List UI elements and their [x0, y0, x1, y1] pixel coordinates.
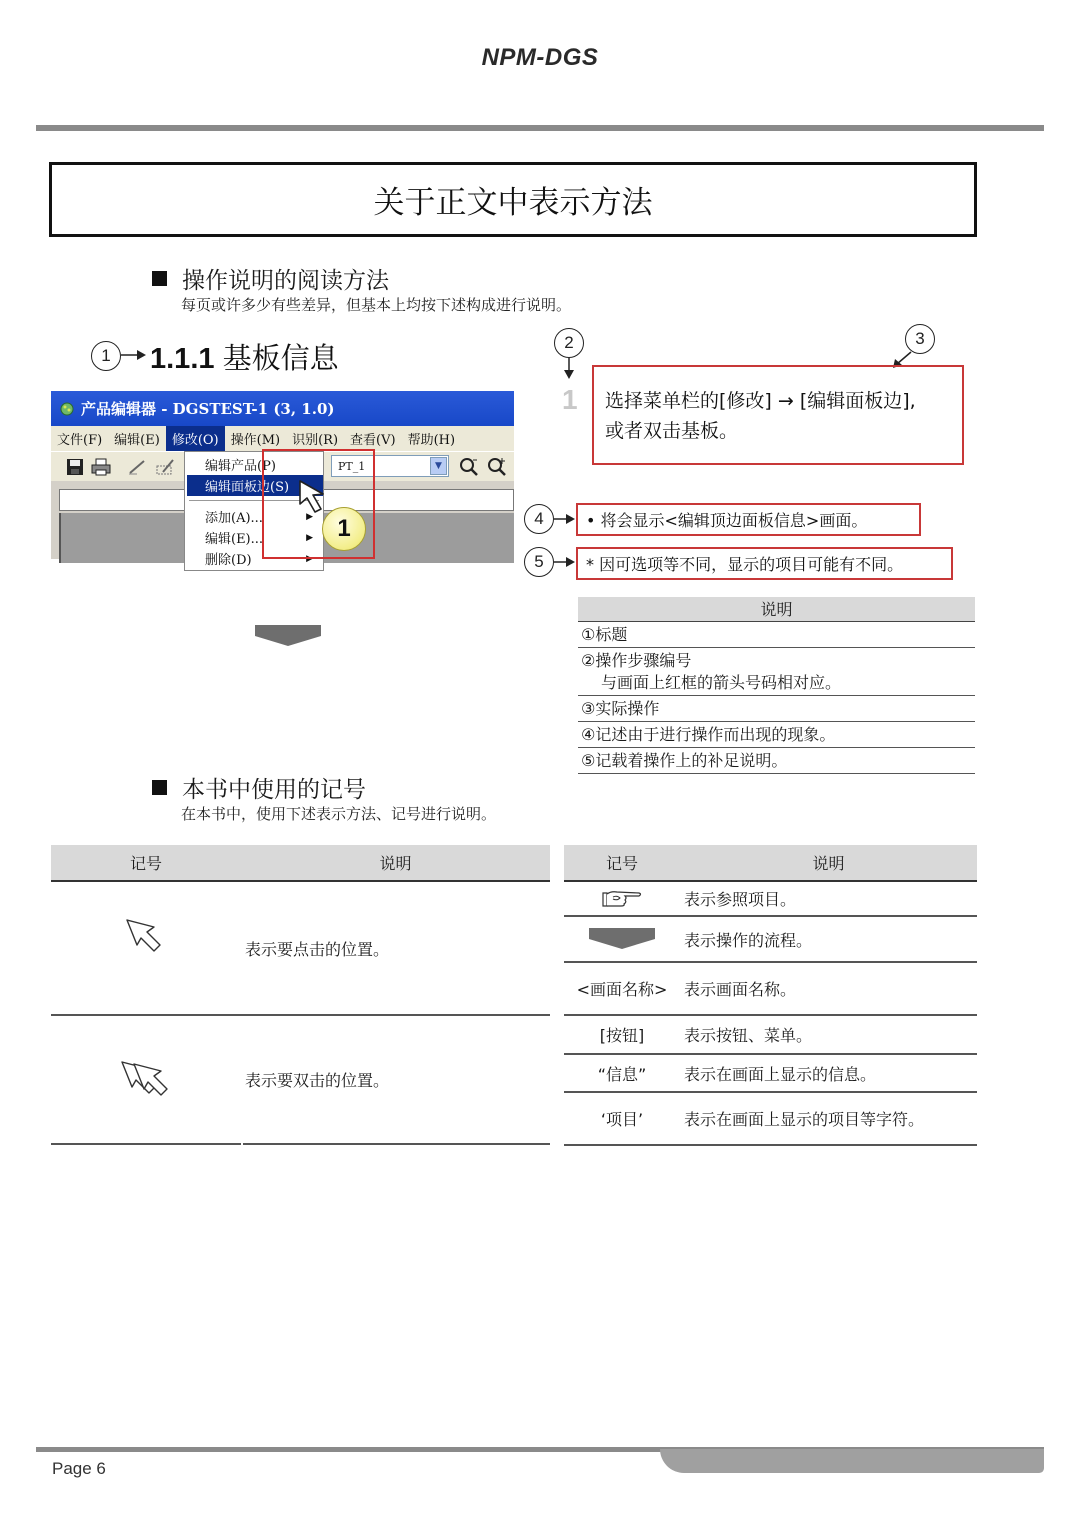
menu-file[interactable]: 文件(F): [57, 433, 103, 448]
arrow-down-icon: [563, 358, 575, 380]
symbol-button: [按钮]: [599, 1026, 645, 1045]
flow-arrow-icon: [564, 917, 680, 961]
example-heading-text: 基板信息: [222, 341, 339, 375]
footer-decoration: [660, 1449, 1044, 1473]
submenu-arrow-icon: ▶: [306, 511, 313, 522]
column-header-symbol: 记号: [129, 854, 162, 873]
combo-value: PT_1: [338, 459, 366, 473]
callout-circle-4: 4: [524, 504, 554, 534]
result-note-text: • 将会显示<编辑顶边面板信息>画面。: [586, 511, 868, 530]
flow-arrow-icon: [255, 625, 321, 647]
menu-edit[interactable]: 编辑(E): [114, 433, 160, 448]
pen-tool-icon[interactable]: [127, 457, 147, 477]
result-note-box: [576, 503, 921, 536]
table-header: [564, 845, 977, 882]
row-text: ⑤记载着操作上的补足说明。: [581, 751, 788, 770]
symbol-screen-name: <画面名称>: [576, 980, 668, 999]
menu-item-label: 编辑(E)...: [205, 532, 264, 547]
callout-circle-2: 2: [554, 328, 584, 358]
explanation-table-header: 说明: [578, 597, 975, 622]
symbol-description: 表示在画面上显示的信息。: [684, 1064, 877, 1084]
print-icon[interactable]: [91, 457, 111, 477]
action-description-box: [592, 365, 964, 465]
callout-circle-1: 1: [91, 341, 121, 371]
symbol-message: “信息”: [597, 1064, 647, 1084]
column-header-symbol: 记号: [605, 854, 638, 873]
table-row: [51, 882, 550, 1016]
table-row: [564, 1016, 977, 1055]
section-subtext: 在本书中，使用下述表示方法、记号进行说明。: [181, 805, 497, 823]
row-text: ③实际操作: [581, 699, 660, 718]
symbols-table-right: [564, 845, 977, 1146]
submenu-arrow-icon: ▶: [306, 553, 313, 564]
menu-modify[interactable]: 修改(O): [166, 426, 225, 451]
zoom-select-icon[interactable]: [459, 457, 479, 477]
symbol-description: 表示按钮、菜单。: [684, 1026, 813, 1045]
action-text-line1: 选择菜单栏的[修改] → [编辑面板边],: [605, 390, 916, 412]
table-row: [578, 622, 975, 648]
arrow-right-icon: [554, 556, 576, 568]
submenu-arrow-icon: ▶: [306, 532, 313, 543]
save-icon[interactable]: [65, 457, 85, 477]
column-header-description: 说明: [812, 854, 845, 873]
page-title-box: [49, 162, 977, 237]
row-text: ①标题: [581, 625, 628, 644]
symbols-table-left: [51, 845, 550, 1145]
page-number: Page 6: [52, 1459, 106, 1478]
row-text-continued: 与画面上红框的箭头号码相对应。: [601, 673, 842, 692]
table-header: [51, 845, 550, 882]
table-row: [564, 963, 977, 1016]
table-row: [564, 1055, 977, 1093]
step-badge-1: 1: [322, 507, 366, 551]
zoom-in-icon[interactable]: [487, 457, 507, 477]
symbol-description: 表示要点击的位置。: [245, 939, 390, 959]
double-click-cursor-icon: [51, 1016, 241, 1145]
app-icon: [59, 401, 75, 417]
table-row: [578, 696, 975, 722]
explanation-table: [578, 597, 975, 774]
section-heading-text: 操作说明的阅读方法: [182, 268, 389, 294]
symbol-item: ‘项目’: [600, 1110, 644, 1129]
window-title-bar: [51, 391, 514, 426]
menu-operation[interactable]: 操作(M): [230, 433, 281, 448]
menu-view[interactable]: 查看(V): [350, 433, 396, 448]
page-title: 关于正文中表示方法: [373, 185, 653, 221]
table-row: [564, 882, 977, 917]
square-bullet-icon: [152, 271, 167, 286]
column-header-description: 说明: [379, 854, 412, 873]
menu-bar: [51, 426, 514, 451]
window-title: 产品编辑器 - DGSTEST-1 (3, 1.0): [81, 400, 335, 418]
callout-circle-3: 3: [905, 324, 935, 354]
menu-item-label: 添加(A)...: [205, 511, 263, 526]
pointing-hand-icon: [564, 882, 680, 915]
component-tool-icon[interactable]: [155, 457, 175, 477]
table-row: [564, 917, 977, 963]
symbol-description: 表示要双击的位置。: [243, 1016, 550, 1145]
click-cursor-icon: [51, 882, 241, 1014]
step-number: 1: [562, 384, 578, 415]
arrow-right-icon: [554, 513, 576, 525]
menu-help[interactable]: 帮助(H): [407, 433, 456, 448]
chevron-down-icon[interactable]: ▼: [430, 457, 447, 475]
example-heading-number: 1.1.1: [150, 343, 215, 375]
symbol-description: 表示画面名称。: [684, 980, 797, 999]
document-header-product: NPM-DGS: [481, 44, 599, 71]
symbol-description: 表示操作的流程。: [684, 930, 813, 950]
action-text-line2: 或者双击基板。: [605, 420, 739, 442]
section-heading-text: 本书中使用的记号: [182, 777, 366, 803]
table-row: [578, 748, 975, 774]
section-heading-reading: [152, 262, 389, 295]
header-rule: [36, 125, 1044, 131]
table-row: [578, 722, 975, 748]
square-bullet-icon: [152, 780, 167, 795]
supplement-note-text: * 因可选项等不同，显示的项目可能有不同。: [586, 555, 904, 574]
table-row: [564, 1093, 977, 1146]
example-heading: [150, 336, 339, 377]
table-row: [51, 1016, 550, 1145]
section-heading-symbols: [152, 771, 366, 804]
supplement-note-box: [576, 547, 953, 580]
arrow-right-icon: [121, 349, 147, 361]
menu-recognition[interactable]: 识别(R): [292, 433, 339, 448]
table-row: [578, 648, 975, 696]
menu-item-label: 删除(D): [205, 553, 252, 568]
menu-item-label: 编辑面板边(S): [205, 480, 290, 495]
row-text: ②操作步骤编号: [581, 651, 692, 670]
callout-circle-5: 5: [524, 547, 554, 577]
menu-item-label: 编辑产品(P): [205, 459, 276, 474]
symbol-description: 表示在画面上显示的项目等字符。: [684, 1110, 925, 1129]
row-text: ④记述由于进行操作而出现的现象。: [581, 725, 836, 744]
symbol-description: 表示参照项目。: [684, 890, 797, 909]
section-subtext: 每页或许多少有些差异，但基本上均按下述构成进行说明。: [181, 296, 572, 314]
